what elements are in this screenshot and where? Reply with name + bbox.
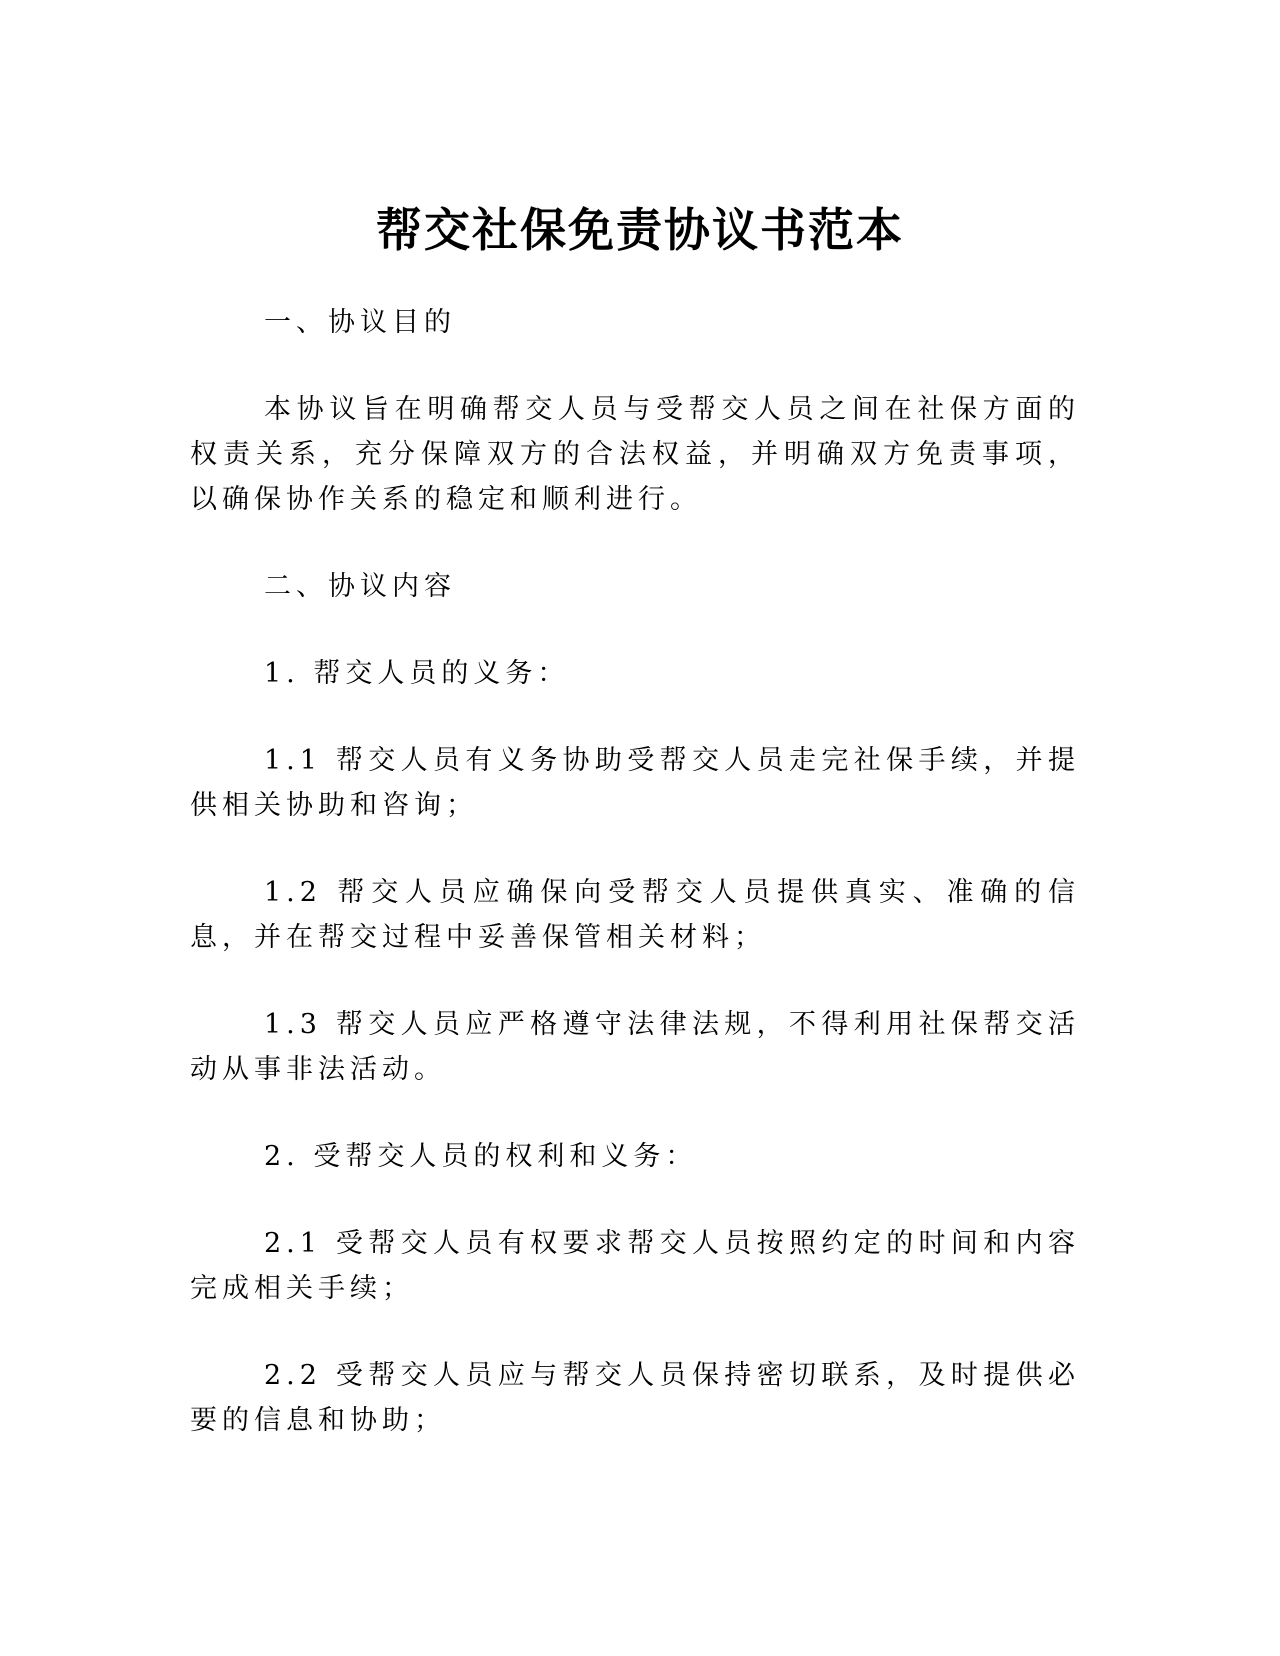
- section-heading-purpose: 一、协议目的: [264, 307, 456, 338]
- purpose-paragraph: 本协议旨在明确帮交人员与受帮交人员之间在社保方面的权责关系，充分保障双方的合法权益，并明确双方免责事项，以确保协作关系的稳定和顺利进行。: [190, 394, 1080, 515]
- clause-2-2: 2.2 受帮交人员应与帮交人员保持密切联系，及时提供必要的信息和协助；: [190, 1360, 1080, 1436]
- document-body: [190, 300, 1080, 1485]
- clause-1-1: 1.1 帮交人员有义务协助受帮交人员走完社保手续，并提供相关协助和咨询；: [190, 745, 1080, 821]
- section-heading-content: 二、协议内容: [264, 571, 456, 602]
- document-title: 帮交社保免责协议书范本: [376, 203, 904, 257]
- clause-2-heading: 2. 受帮交人员的权利和义务：: [264, 1141, 698, 1172]
- clause-1-3: 1.3 帮交人员应严格遵守法律法规，不得利用社保帮交活动从事非法活动。: [190, 1009, 1080, 1085]
- clause-2-1: 2.1 受帮交人员有权要求帮交人员按照约定的时间和内容完成相关手续；: [190, 1228, 1080, 1304]
- clause-1-2: 1.2 帮交人员应确保向受帮交人员提供真实、准确的信息，并在帮交过程中妥善保管相关材料；: [190, 877, 1080, 953]
- clause-1-heading: 1. 帮交人员的义务：: [264, 658, 570, 689]
